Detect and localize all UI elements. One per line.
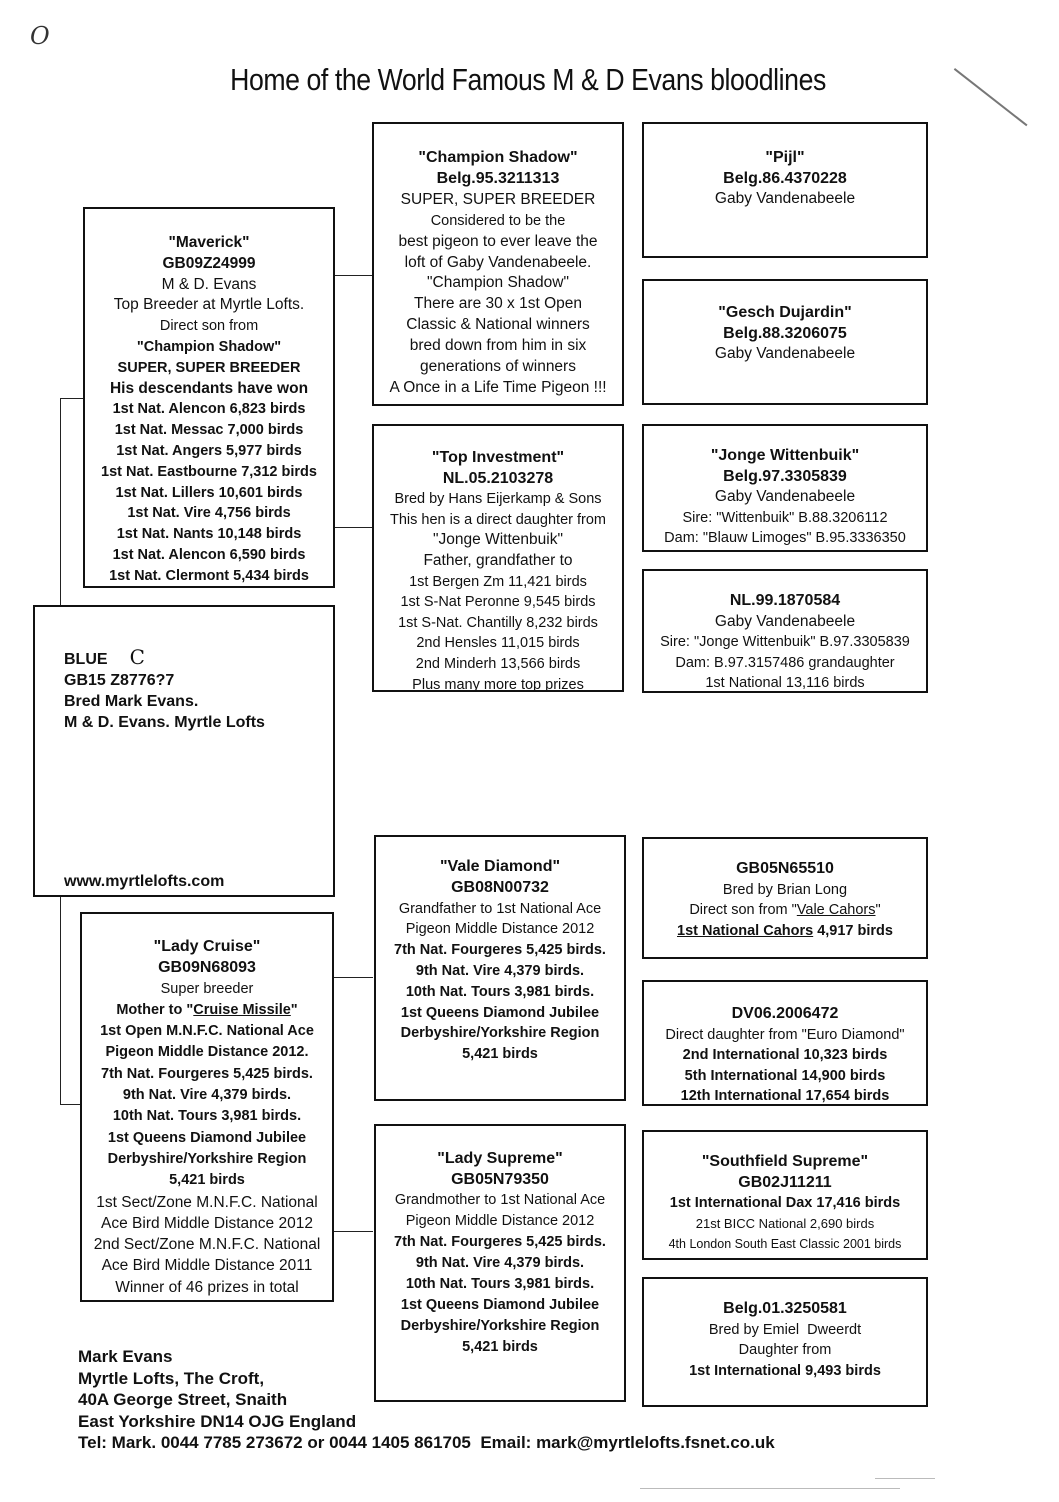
handwritten-corner-mark: O <box>30 22 50 50</box>
description-line: This hen is a direct daughter from <box>390 511 606 528</box>
breeder: Bred by Emiel Dweerdt <box>708 1321 862 1338</box>
description-line: Direct daughter from "Euro Diamond" <box>665 1026 905 1043</box>
description-line: SUPER, SUPER BREEDER <box>117 359 301 376</box>
handwritten-mark: C <box>129 645 145 669</box>
mother-suffix: " <box>290 1001 298 1018</box>
result-line: 7th Nat. Fourgeres 5,425 birds. <box>101 1065 313 1082</box>
result-line: Pigeon Middle Distance 2012. <box>105 1044 309 1061</box>
ring-number: GB02J11211 <box>738 1173 832 1191</box>
breeder: Gaby Vandenabeele <box>714 612 856 630</box>
contact-name: Mark Evans <box>78 1347 173 1366</box>
result-line: 1st Nat. Alencon 6,590 birds <box>112 546 306 563</box>
pedigree-box-ssd <box>642 279 928 405</box>
pedigree-box-sire-sire <box>372 122 624 406</box>
ring-number: GB05N79350 <box>451 1171 549 1188</box>
description-line: Grandfather to 1st National Ace <box>398 900 602 917</box>
descendants-heading: His descendants have won <box>109 379 309 397</box>
ring-number: GB09N68093 <box>158 959 256 977</box>
result-line: 9th Nat. Vire 4,379 birds. <box>415 962 585 979</box>
description-line: A Once in a Life Time Pigeon !!! <box>389 378 607 396</box>
connector-dam-to-dd <box>333 1231 373 1232</box>
bird-name: "Lady Cruise" <box>153 938 261 955</box>
bird-name: "Lady Supreme" <box>437 1150 563 1167</box>
result-line: 5th International 14,900 birds <box>684 1067 886 1084</box>
result-line: 12th International 17,654 birds <box>680 1088 890 1105</box>
result-line: 1st International Dax 17,416 birds <box>669 1195 901 1212</box>
result-line: 1st Queens Diamond Jubilee <box>400 1004 600 1021</box>
ring-number: NL.99.1870584 <box>729 592 841 609</box>
connector-dam-to-ds <box>333 977 373 978</box>
ring-number: GB09Z24999 <box>162 254 256 272</box>
result-line <box>644 921 926 942</box>
result-line: Derbyshire/Yorkshire Region <box>107 1150 307 1167</box>
description-line: SUPER, SUPER BREEDER <box>400 190 596 208</box>
breeder: Bred by Brian Long <box>722 881 848 898</box>
ring-number: Belg.86.4370228 <box>723 169 847 187</box>
result-line: 5,421 birds <box>169 1172 245 1189</box>
bird-name: "Maverick" <box>168 234 250 251</box>
breeder: Gaby Vandenabeele <box>714 345 856 363</box>
result-line: 1st Nat. Messac 7,000 birds <box>114 422 304 439</box>
description-line: Daughter from <box>738 1342 832 1359</box>
mother-prefix: Mother to " <box>116 1001 194 1018</box>
result-line: 1st Queens Diamond Jubilee <box>400 1297 600 1313</box>
connector-sire-to-ss <box>333 275 373 276</box>
mother-of-line <box>82 1000 332 1021</box>
result-line: Derbyshire/Yorkshire Region <box>400 1025 600 1042</box>
description-line: Pigeon Middle Distance 2012 <box>405 1213 595 1229</box>
result-line: 1st Nat. Angers 5,977 birds <box>116 442 302 459</box>
pedigree-box-subject <box>33 605 335 897</box>
ring-number: Belg.95.3211313 <box>436 169 560 187</box>
description-line: best pigeon to ever leave the <box>398 232 598 250</box>
bird-name: "Jonge Wittenbuik" <box>710 447 860 464</box>
scan-artifact <box>640 1488 900 1489</box>
result-line: 1st Queens Diamond Jubilee <box>107 1129 307 1146</box>
scan-artifact <box>875 1478 935 1479</box>
result-line: 2nd Minderh 13,566 birds <box>415 655 581 672</box>
result-line: 1st National 13,116 birds <box>705 675 865 692</box>
description-line: There are 30 x 1st Open <box>413 295 582 313</box>
result-line: 1st Nat. Clermont 5,434 birds <box>109 567 309 584</box>
sire-line: Sire: "Jonge Wittenbuik" B.97.3305839 <box>660 634 910 651</box>
description-line: loft of Gaby Vandenabeele. <box>404 253 592 271</box>
ring-number: Belg.97.3305839 <box>723 467 847 485</box>
ring-number: DV06.2006472 <box>731 1005 839 1022</box>
contact-phone-email: Tel: Mark. 0044 7785 273672 or 0044 1405 861705 Email: mark@myrtlelofts.fsnet.co.uk <box>78 1433 775 1452</box>
description-line: Bred by Hans Eijerkamp & Sons <box>394 491 602 508</box>
mother-of-name: Cruise Missile <box>193 1001 291 1018</box>
result-rest: 4,917 birds <box>813 922 893 939</box>
subject-owner: M & D. Evans. Myrtle Lofts <box>64 714 265 731</box>
result-line: 10th Nat. Tours 3,981 birds. <box>112 1108 302 1125</box>
result-line: Ace Bird Middle Distance 2011 <box>101 1257 313 1275</box>
result-line: 10th Nat. Tours 3,981 birds. <box>405 1276 595 1292</box>
subject-color: BLUE <box>64 651 108 668</box>
subject-details <box>64 647 333 733</box>
subject-ring: GB15 Z8776?7 <box>64 672 175 689</box>
result-line: 1st Nat. Nants 10,148 birds <box>116 526 302 543</box>
connector-sire-to-sd <box>333 527 373 528</box>
connector-subject-to-sire-h <box>60 398 84 399</box>
contact-address-line: 40A George Street, Snaith <box>78 1390 288 1409</box>
result-line: Ace Bird Middle Distance 2012 <box>101 1214 313 1232</box>
bird-name: "Gesch Dujardin" <box>718 304 852 321</box>
pedigree-box-sss <box>642 122 928 258</box>
connector-subject-to-sire-v <box>60 398 61 606</box>
result-line: 1st Sect/Zone M.N.F.C. National <box>96 1193 318 1211</box>
contact-block <box>78 1346 775 1454</box>
bird-name: "Top Investment" <box>431 449 565 466</box>
connector-subject-to-dam-v <box>60 895 61 1105</box>
son-prefix: Direct son from " <box>689 902 797 919</box>
result-line: 1st S-Nat. Chantilly 8,232 birds <box>398 614 598 631</box>
ring-number: GB08N00732 <box>451 878 549 896</box>
pedigree-box-sdd <box>642 569 928 693</box>
description-line: generations of winners <box>420 358 576 376</box>
description-line: "Champion Shadow" <box>136 338 282 355</box>
son-of-name: Vale Cahors <box>796 902 876 919</box>
description-line: "Champion Shadow" <box>427 274 569 292</box>
bird-name: "Vale Diamond" <box>439 858 561 875</box>
result-line: 2nd International 10,323 birds <box>682 1047 888 1064</box>
result-line: 1st Bergen Zm 11,421 birds <box>409 573 587 590</box>
result-line: 9th Nat. Vire 4,379 birds. <box>415 1255 585 1271</box>
result-line: 9th Nat. Vire 4,379 birds. <box>122 1087 292 1104</box>
description-line: Father, grandfather to <box>423 551 573 569</box>
pedigree-box-sire-dam <box>372 424 624 692</box>
breeder: Gaby Vandenabeele <box>714 190 856 208</box>
result-line: 1st Nat. Lillers 10,601 birds <box>115 484 303 501</box>
pedigree-box-dss <box>642 837 928 959</box>
role: Top Breeder at Myrtle Lofts. <box>113 296 305 314</box>
description-line: Grandmother to 1st National Ace <box>394 1192 606 1208</box>
subject-color-row <box>64 647 333 670</box>
son-suffix: " <box>875 902 881 919</box>
result-line: Derbyshire/Yorkshire Region <box>400 1318 600 1334</box>
breeder: Gaby Vandenabeele <box>714 488 856 506</box>
result-line: 1st Nat. Vire 4,756 birds <box>127 505 291 522</box>
page-title: Home of the World Famous M & D Evans bloodlines <box>230 62 826 97</box>
subject-breeder: Bred Mark Evans. <box>64 693 199 710</box>
result-line: 1st S-Nat Peronne 9,545 birds <box>400 594 596 611</box>
result-line: 1st Open M.N.F.C. National Ace <box>100 1023 314 1040</box>
bird-name: "Champion Shadow" <box>418 149 578 166</box>
pedigree-box-sire <box>83 207 335 588</box>
pedigree-box-sds <box>642 424 928 552</box>
description-line: Considered to be the <box>430 212 566 229</box>
description-line: "Jonge Wittenbuik" <box>433 531 563 549</box>
connector-subject-to-dam-h <box>60 1104 82 1105</box>
contact-address-line: Myrtle Lofts, The Croft, <box>78 1368 265 1388</box>
result-line: 10th Nat. Tours 3,981 birds. <box>405 983 595 1000</box>
description-line: Direct son from <box>159 318 259 335</box>
result-line: 1st International 9,493 birds <box>689 1362 881 1379</box>
ring-number: Belg.01.3250581 <box>723 1300 847 1317</box>
ring-number: Belg.88.3206075 <box>723 324 847 342</box>
result-line: 2nd Sect/Zone M.N.F.C. National <box>93 1236 321 1254</box>
result-line: 5,421 birds <box>462 1339 538 1355</box>
result-line: 7th Nat. Fourgeres 5,425 birds. <box>394 942 606 959</box>
result-line: 21st BICC National 2,690 birds <box>695 1215 875 1231</box>
description-line: Pigeon Middle Distance 2012 <box>405 921 595 938</box>
sire-line: Sire: "Wittenbuik" B.88.3206112 <box>682 509 888 526</box>
role: Super breeder <box>160 980 254 997</box>
dam-line: Dam: "Blauw Limoges" B.95.3336350 <box>664 530 906 547</box>
result-line: Winner of 46 prizes in total <box>115 1278 299 1296</box>
website-link[interactable]: www.myrtlelofts.com <box>64 873 225 890</box>
result-line: 7th Nat. Fourgeres 5,425 birds. <box>394 1234 606 1250</box>
result-underlined: 1st National Cahors <box>677 922 814 939</box>
pedigree-box-dds <box>642 1130 928 1260</box>
ring-number: NL.05.2103278 <box>442 469 554 487</box>
result-line: 4th London South East Classic 2001 birds <box>668 1237 902 1252</box>
contact-address-line: East Yorkshire DN14 OJG England <box>78 1411 357 1431</box>
son-of-line <box>644 900 926 921</box>
result-line: 2nd Hensles 11,015 birds <box>416 635 580 652</box>
result-line: 1st Nat. Eastbourne 7,312 birds <box>101 463 317 480</box>
bird-name: "Southfield Supreme" <box>701 1153 869 1170</box>
dam-line: Dam: B.97.3157486 grandaughter <box>675 654 895 671</box>
pedigree-box-dsd <box>642 980 928 1106</box>
result-line: 1st Nat. Alencon 6,823 birds <box>112 401 306 418</box>
ring-number: GB05N65510 <box>736 860 834 877</box>
pedigree-box-dam-sire <box>374 835 626 1101</box>
pedigree-box-dam <box>80 912 334 1302</box>
description-line: Classic & National winners <box>406 316 590 334</box>
bird-name: "Pijl" <box>765 149 805 166</box>
description-line: bred down from him in six <box>409 337 587 355</box>
owner: M & D. Evans <box>161 275 257 293</box>
result-line: Plus many more top prizes <box>412 676 584 693</box>
result-line: 5,421 birds <box>462 1046 538 1063</box>
